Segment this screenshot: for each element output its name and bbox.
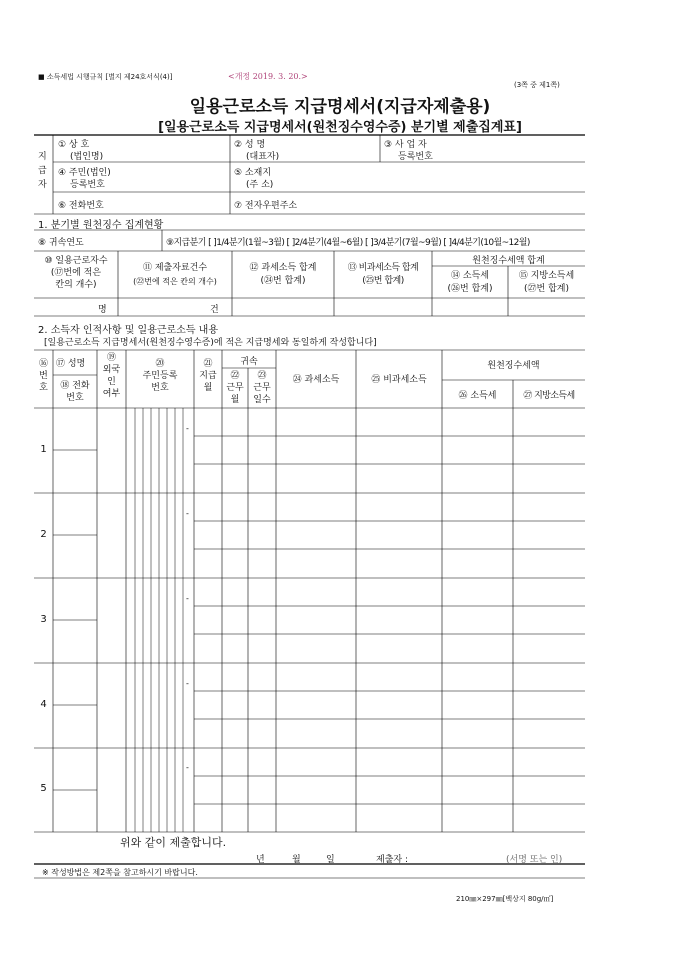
address-sublabel: (주 소) bbox=[246, 180, 274, 190]
taxable-total-header: ⑫ 과세소득 합계 (㉔번 합계) bbox=[249, 263, 317, 286]
payer-side-label: 지 급 자 bbox=[38, 152, 47, 190]
col-taxable-header: ㉔ 과세소득 bbox=[292, 375, 340, 385]
row-number-2: 2 bbox=[40, 529, 47, 540]
resident-dash-5: - bbox=[186, 763, 189, 772]
page-info: (3쪽 중 제1쪽) bbox=[514, 81, 560, 89]
col-resident-number-header: ⑳ 주민등록 번호 bbox=[142, 359, 178, 393]
unit-case: 건 bbox=[210, 305, 219, 315]
signature-label: (서명 또는 인) bbox=[506, 855, 563, 865]
row-number-4: 4 bbox=[40, 699, 47, 710]
date-day-label: 일 bbox=[326, 855, 335, 865]
address-label: ⑤ 소재지 bbox=[234, 168, 272, 178]
col-attribution-header: 귀속 bbox=[240, 357, 258, 367]
representative-label: ② 성 명 bbox=[234, 140, 266, 150]
row-number-3: 3 bbox=[40, 614, 47, 625]
quarter-label: ⑨지급분기 [ ]1/4분기(1월~3월) [ ]2/4분기(4월~6월) [ ]3/4분기(7월~9월) [ ]4/4분기(10월~12월) bbox=[166, 238, 530, 248]
company-name-label: ① 상 호 bbox=[58, 140, 90, 150]
col-work-month-header: ㉒ 근무 월 bbox=[226, 371, 244, 405]
phone-label: ⑥ 전화번호 bbox=[58, 201, 104, 211]
page-title: 일용근로소득 지급명세서(지급자제출용) bbox=[189, 97, 491, 117]
section1-heading: 1. 분기별 원천징수 집계현황 bbox=[38, 220, 164, 231]
resident-dash-4: - bbox=[186, 679, 189, 688]
workers-count-header: ⑩ 일용근로자수 (⑰번에 적은 칸의 개수) bbox=[44, 256, 108, 290]
date-month-label: 월 bbox=[292, 855, 301, 865]
business-number-sublabel: 등록번호 bbox=[398, 152, 433, 162]
business-number-label: ③ 사 업 자 bbox=[384, 140, 427, 150]
row-number-5: 5 bbox=[40, 783, 47, 794]
submit-statement: 위와 같이 제출합니다. bbox=[120, 836, 227, 849]
col-number-header: ⑯ 번 호 bbox=[38, 359, 48, 393]
submitter-label: 제출자 : bbox=[376, 855, 408, 865]
income-tax-total-header: ⑭ 소득세 (㉖번 합계) bbox=[447, 271, 493, 294]
col-nontaxable-header: ㉕ 비과세소득 bbox=[371, 375, 427, 385]
instructions-notice: ※ 작성방법은 제2쪽을 참고하시기 바랍니다. bbox=[42, 868, 198, 877]
unit-person: 명 bbox=[98, 305, 107, 315]
resident-number-label: ④ 주민(법인) bbox=[58, 168, 111, 178]
resident-dash-2: - bbox=[186, 509, 189, 518]
company-name-sublabel: (법인명) bbox=[70, 152, 104, 162]
col-pay-month-header: ㉑ 지급 월 bbox=[199, 359, 217, 393]
section2-note: [일용근로소득 지급명세서(원천징수영수증)에 적은 지급명세와 동일하게 작성합니다] bbox=[44, 338, 377, 348]
resident-number-sublabel: 등록번호 bbox=[70, 180, 105, 190]
paper-spec: 210㎜×297㎜[백상지 80g/㎡] bbox=[456, 895, 554, 903]
resident-dash-3: - bbox=[186, 594, 189, 603]
year-label: ⑧ 귀속연도 bbox=[38, 238, 84, 248]
col-name-header: ⑰ 성명 bbox=[56, 359, 86, 369]
representative-sublabel: (대표자) bbox=[246, 152, 280, 162]
col-work-days-header: ㉓ 근무 일수 bbox=[253, 371, 271, 405]
law-label: ■ 소득세법 시행규칙 [별지 제24호서식(4)] bbox=[38, 73, 173, 81]
withholding-total-header: 원천징수세액 합계 bbox=[472, 256, 545, 266]
section2-heading: 2. 소득자 인적사항 및 일용근로소득 내용 bbox=[38, 325, 218, 336]
email-label: ⑦ 전자우편주소 bbox=[234, 201, 298, 211]
local-tax-total-header: ⑮ 지방소득세 (㉗번 합계) bbox=[518, 271, 575, 294]
records-count-header: ⑪ 제출자료건수 (㉒번에 적은 칸의 개수) bbox=[133, 263, 217, 286]
col-phone-header: ⑱ 전화 번호 bbox=[60, 381, 90, 403]
row-number-1: 1 bbox=[40, 444, 47, 455]
resident-dash-1: - bbox=[186, 424, 189, 433]
col-foreigner-header: ⑲ 외국 인 여부 bbox=[102, 353, 121, 399]
col-withholding-header: 원천징수세액 bbox=[487, 361, 540, 371]
revision-date: <개정 2019. 3. 20.> bbox=[228, 72, 308, 81]
col-income-tax-header: ㉖ 소득세 bbox=[458, 391, 497, 401]
col-local-tax-header: ㉗ 지방소득세 bbox=[523, 391, 575, 401]
page-subtitle: [일용근로소득 지급명세서(원천징수영수증) 분기별 제출집계표] bbox=[158, 120, 522, 135]
nontaxable-total-header: ⑬ 비과세소득 합계 (㉕번 합계) bbox=[347, 263, 419, 286]
date-year-label: 년 bbox=[256, 855, 265, 865]
